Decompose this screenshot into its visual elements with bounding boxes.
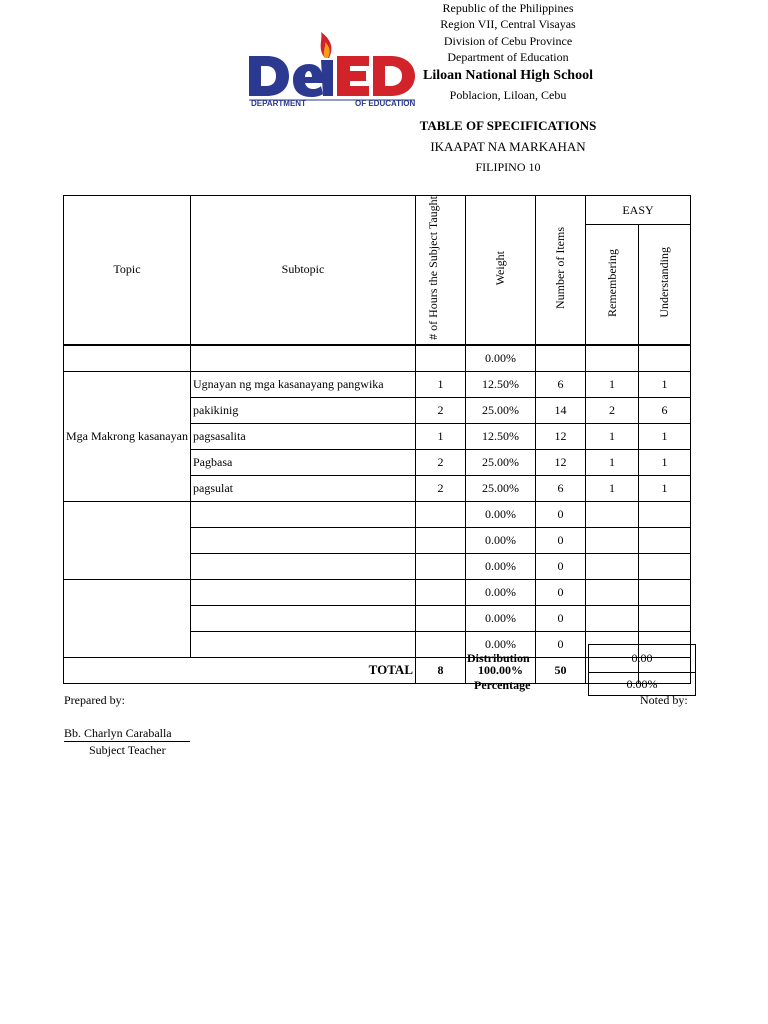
subject-title: FILIPINO 10 <box>475 160 541 174</box>
cell-hours: 2 <box>416 449 466 475</box>
cell-empty <box>416 501 466 527</box>
cell-empty <box>639 553 691 579</box>
col-items-header <box>536 196 586 345</box>
cell-empty <box>191 527 416 553</box>
cell-items: 6 <box>536 371 586 397</box>
table-row <box>64 501 691 527</box>
total-hours: 8 <box>416 657 466 683</box>
cell-weight: 0.00% <box>466 527 536 553</box>
quarter-title: IKAAPAT NA MARKAHAN <box>430 139 586 154</box>
table-row <box>64 345 691 372</box>
cell-empty <box>639 527 691 553</box>
prepared-by-label: Prepared by: <box>64 693 125 707</box>
cell-weight: 0.00% <box>466 631 536 657</box>
cell-empty <box>586 345 639 372</box>
col-subtopic-header: Subtopic <box>191 196 416 345</box>
svg-text:DEPARTMENT: DEPARTMENT <box>251 99 306 108</box>
cell-weight: 0.00% <box>466 345 536 372</box>
cell-empty <box>416 553 466 579</box>
cell-empty <box>416 579 466 605</box>
cell-weight: 0.00% <box>466 553 536 579</box>
col-topic-header: Topic <box>64 196 191 345</box>
distribution-value: 0.00 <box>589 645 696 673</box>
cell-empty <box>191 579 416 605</box>
cell-subtopic: pakikinig <box>191 397 416 423</box>
cell-weight: 0.00% <box>466 605 536 631</box>
doc-title: TABLE OF SPECIFICATIONS <box>419 118 597 133</box>
header-region: Region VII, Central Visayas <box>440 17 576 31</box>
cell-weight: 12.50% <box>466 423 536 449</box>
cell-empty <box>191 345 416 372</box>
topic-cell-empty <box>64 579 191 657</box>
cell-empty <box>64 345 191 372</box>
col-items-text: Number of Items <box>553 226 567 309</box>
cell-empty <box>191 631 416 657</box>
cell-empty <box>586 579 639 605</box>
cell-weight: 0.00% <box>466 501 536 527</box>
cell-hours: 2 <box>416 475 466 501</box>
cell-empty <box>416 527 466 553</box>
cell-subtopic: Pagbasa <box>191 449 416 475</box>
cell-items: 0 <box>536 579 586 605</box>
total-items: 50 <box>536 657 586 683</box>
deped-logo <box>245 30 425 108</box>
col-hours-text: # of Hours the Subject Taught <box>425 196 440 340</box>
cell-subtopic: pagsasalita <box>191 423 416 449</box>
col-hours-header <box>416 196 466 345</box>
col-remembering-text: Remembering <box>604 248 619 317</box>
header-row-top <box>64 196 691 225</box>
cell-items: 0 <box>536 501 586 527</box>
cell-remembering: 1 <box>586 423 639 449</box>
cell-empty <box>639 605 691 631</box>
cell-empty <box>191 501 416 527</box>
cell-empty <box>639 345 691 372</box>
cell-empty <box>536 345 586 372</box>
cell-hours: 2 <box>416 397 466 423</box>
topic-cell: Mga Makrong kasanayan <box>64 371 191 501</box>
col-understanding-header <box>639 225 691 345</box>
total-label: TOTAL <box>64 657 416 683</box>
distribution-label: Distribution <box>467 651 530 665</box>
cell-empty <box>586 553 639 579</box>
cell-empty <box>416 345 466 372</box>
cell-understanding: 1 <box>639 423 691 449</box>
cell-understanding: 1 <box>639 475 691 501</box>
svg-text:OF EDUCATION: OF EDUCATION <box>355 99 416 108</box>
header-division: Division of Cebu Province <box>443 34 573 48</box>
cell-empty <box>639 501 691 527</box>
cell-items: 12 <box>536 423 586 449</box>
cell-items: 0 <box>536 527 586 553</box>
cell-items: 14 <box>536 397 586 423</box>
cell-items: 0 <box>536 553 586 579</box>
header-department: Department of Education <box>447 50 569 64</box>
table-row <box>64 579 691 605</box>
col-weight-text: Weight <box>493 250 507 286</box>
cell-items: 0 <box>536 605 586 631</box>
cell-remembering: 1 <box>586 449 639 475</box>
cell-empty <box>191 605 416 631</box>
teacher-name: Bb. Charlyn Caraballa <box>64 726 190 742</box>
cell-empty <box>586 605 639 631</box>
summary-table <box>588 644 696 696</box>
header-republic: Republic of the Philippines <box>442 1 574 15</box>
cell-empty <box>639 579 691 605</box>
noted-by-label: Noted by: <box>640 693 688 707</box>
cell-empty <box>416 605 466 631</box>
cell-empty <box>586 501 639 527</box>
cell-understanding: 6 <box>639 397 691 423</box>
cell-remembering: 2 <box>586 397 639 423</box>
cell-understanding: 1 <box>639 371 691 397</box>
cell-items: 0 <box>536 631 586 657</box>
cell-weight: 0.00% <box>466 579 536 605</box>
cell-items: 12 <box>536 449 586 475</box>
cell-empty <box>586 527 639 553</box>
cell-subtopic: pagsulat <box>191 475 416 501</box>
group-easy-header: EASY <box>586 196 691 225</box>
cell-remembering: 1 <box>586 371 639 397</box>
percentage-value: 0.00% <box>589 673 696 696</box>
cell-hours: 1 <box>416 423 466 449</box>
cell-understanding: 1 <box>639 449 691 475</box>
percentage-label: Percentage <box>474 678 531 692</box>
col-understanding-text: Understanding <box>657 247 671 318</box>
school-name: Liloan National High School <box>423 68 593 83</box>
topic-cell-empty <box>64 501 191 579</box>
table-row <box>64 371 691 397</box>
cell-weight: 25.00% <box>466 449 536 475</box>
school-address: Poblacion, Liloan, Cebu <box>449 88 567 102</box>
cell-empty <box>191 553 416 579</box>
cell-weight: 12.50% <box>466 371 536 397</box>
cell-empty <box>416 631 466 657</box>
cell-remembering: 1 <box>586 475 639 501</box>
cell-items: 6 <box>536 475 586 501</box>
cell-subtopic: Ugnayan ng mga kasanayang pangwika <box>191 371 416 397</box>
cell-weight: 25.00% <box>466 397 536 423</box>
col-weight-header <box>466 196 536 345</box>
cell-hours: 1 <box>416 371 466 397</box>
cell-weight: 25.00% <box>466 475 536 501</box>
teacher-role: Subject Teacher <box>89 743 166 757</box>
col-remembering-header <box>586 225 639 345</box>
total-weight: 100.00% <box>466 657 536 683</box>
spec-table <box>63 195 691 684</box>
